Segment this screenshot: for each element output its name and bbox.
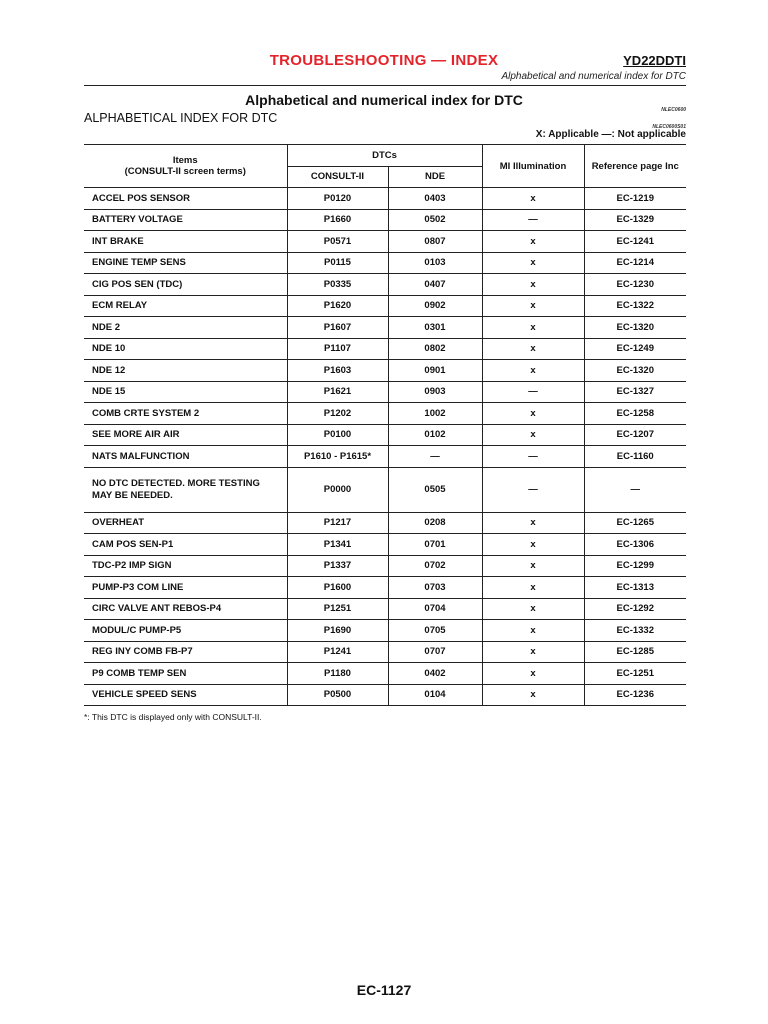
consult-cell: P1607 [287,317,388,339]
item-cell: NDE 10 [84,338,287,360]
nde-cell: 0902 [388,295,482,317]
consult-cell: P1660 [287,209,388,231]
nde-cell: — [388,446,482,468]
table-row [84,555,686,577]
item-cell: ENGINE TEMP SENS [84,252,287,274]
consult-cell: P0115 [287,252,388,274]
reference-cell: EC-1207 [584,424,686,446]
nde-cell: 0701 [388,534,482,556]
item-cell: NDE 2 [84,317,287,339]
nde-cell: 0807 [388,231,482,253]
item-cell: BATTERY VOLTAGE [84,209,287,231]
table-row [84,446,686,468]
nde-cell: 0707 [388,641,482,663]
table-row [84,295,686,317]
consult-cell: P1107 [287,338,388,360]
table-row [84,188,686,210]
reference-cell: — [584,467,686,512]
consult-cell: P1251 [287,598,388,620]
consult-cell: P0335 [287,274,388,296]
mi-cell: x [482,598,584,620]
nde-cell: 1002 [388,403,482,425]
header-mi-illumination: MI Illumination [482,145,584,188]
reference-cell: EC-1258 [584,403,686,425]
mi-cell: x [482,684,584,706]
consult-cell: P1690 [287,620,388,642]
item-cell: PUMP-P3 COM LINE [84,577,287,599]
nde-cell: 0208 [388,512,482,534]
reference-cell: EC-1306 [584,534,686,556]
table-row [84,641,686,663]
nde-cell: 0403 [388,188,482,210]
mi-cell: x [482,338,584,360]
reference-cell: EC-1320 [584,317,686,339]
table-row [84,317,686,339]
nde-cell: 0502 [388,209,482,231]
consult-cell: P1241 [287,641,388,663]
item-cell: ECM RELAY [84,295,287,317]
table-row [84,338,686,360]
header-reference-page: Reference page Inc [584,145,686,188]
nde-cell: 0704 [388,598,482,620]
reference-cell: EC-1299 [584,555,686,577]
mi-cell: x [482,295,584,317]
consult-cell: P0120 [287,188,388,210]
item-cell: CIRC VALVE ANT REBOS-P4 [84,598,287,620]
consult-cell: P0500 [287,684,388,706]
item-cell: REG INY COMB FB-P7 [84,641,287,663]
reference-code: NLEC0600 [661,107,686,113]
table-row [84,403,686,425]
consult-cell: P1337 [287,555,388,577]
nde-cell: 0802 [388,338,482,360]
mi-cell: x [482,274,584,296]
item-cell: NDE 15 [84,381,287,403]
mi-cell: x [482,317,584,339]
nde-cell: 0104 [388,684,482,706]
item-cell: P9 COMB TEMP SEN [84,663,287,685]
header-items [84,145,287,188]
sub-reference-code: NLEC0600S01 [652,124,686,130]
mi-cell: x [482,620,584,642]
consult-cell: P0000 [287,467,388,512]
table-row [84,534,686,556]
mi-cell: x [482,641,584,663]
reference-cell: EC-1332 [584,620,686,642]
item-cell: SEE MORE AIR AIR [84,424,287,446]
nde-cell: 0407 [388,274,482,296]
reference-cell: EC-1230 [584,274,686,296]
table-row [84,360,686,382]
item-cell: CAM POS SEN-P1 [84,534,287,556]
table-row [84,598,686,620]
consult-cell: P1600 [287,577,388,599]
nde-cell: 0505 [388,467,482,512]
mi-cell: — [482,467,584,512]
item-cell-line: NO DTC DETECTED. MORE TESTING [92,477,260,489]
table-row [84,620,686,642]
nde-cell: 0901 [388,360,482,382]
consult-cell: P1610 - P1615* [287,446,388,468]
table-row [84,467,686,512]
mi-cell: x [482,512,584,534]
nde-cell: 0103 [388,252,482,274]
consult-cell: P0571 [287,231,388,253]
section-header: TROUBLESHOOTING — INDEX [269,52,499,69]
consult-cell: P1620 [287,295,388,317]
item-cell: COMB CRTE SYSTEM 2 [84,403,287,425]
item-cell: CIG POS SEN (TDC) [84,274,287,296]
header-items-label: Items [172,155,198,166]
reference-cell: EC-1322 [584,295,686,317]
reference-cell: EC-1241 [584,231,686,253]
nde-cell: 0705 [388,620,482,642]
nde-cell: 0301 [388,317,482,339]
item-cell: ACCEL POS SENSOR [84,188,287,210]
consult-cell: P1217 [287,512,388,534]
reference-cell: EC-1214 [584,252,686,274]
mi-cell: x [482,663,584,685]
item-cell: NDE 12 [84,360,287,382]
consult-cell: P1180 [287,663,388,685]
header-items-sublabel: (CONSULT-II screen terms) [124,166,246,177]
mi-cell: x [482,534,584,556]
table-row [84,663,686,685]
reference-cell: EC-1329 [584,209,686,231]
header-divider [84,85,686,86]
nde-cell: 0102 [388,424,482,446]
header-nde: NDE [388,166,482,188]
reference-cell: EC-1313 [584,577,686,599]
reference-cell: EC-1285 [584,641,686,663]
dtc-index-table [84,144,686,706]
table-row [84,577,686,599]
item-cell-line: MAY BE NEEDED. [92,489,173,501]
reference-cell: EC-1251 [584,663,686,685]
item-cell: TDC-P2 IMP SIGN [84,555,287,577]
item-cell: OVERHEAT [84,512,287,534]
table-row [84,252,686,274]
table-row [84,512,686,534]
section-title: ALPHABETICAL INDEX FOR DTC [84,111,278,125]
table-row [84,381,686,403]
footnote: *: This DTC is displayed only with CONSULT-II. [84,712,262,722]
item-cell: NATS MALFUNCTION [84,446,287,468]
consult-cell: P1202 [287,403,388,425]
header-consult: CONSULT-II [287,166,388,188]
engine-code: YD22DDTI [623,53,686,68]
reference-cell: EC-1320 [584,360,686,382]
mi-cell: x [482,360,584,382]
mi-cell: x [482,555,584,577]
mi-cell: x [482,252,584,274]
table-row [84,274,686,296]
consult-cell: P1621 [287,381,388,403]
mi-cell: — [482,209,584,231]
consult-cell: P1341 [287,534,388,556]
nde-cell: 0703 [388,577,482,599]
page-title: Alphabetical and numerical index for DTC [245,92,523,108]
reference-cell: EC-1292 [584,598,686,620]
consult-cell: P0100 [287,424,388,446]
item-cell: VEHICLE SPEED SENS [84,684,287,706]
nde-cell: 0402 [388,663,482,685]
item-cell: INT BRAKE [84,231,287,253]
mi-cell: x [482,188,584,210]
nde-cell: 0903 [388,381,482,403]
mi-cell: x [482,424,584,446]
nde-cell: 0702 [388,555,482,577]
mi-cell: x [482,403,584,425]
consult-cell: P1603 [287,360,388,382]
mi-cell: — [482,381,584,403]
page-number: EC-1127 [356,982,412,998]
legend: X: Applicable —: Not applicable [535,129,686,140]
table-row [84,424,686,446]
mi-cell: x [482,231,584,253]
reference-cell: EC-1236 [584,684,686,706]
header-dtcs: DTCs [287,145,482,167]
reference-cell: EC-1265 [584,512,686,534]
table-row [84,684,686,706]
reference-cell: EC-1327 [584,381,686,403]
item-cell: MODUL/C PUMP-P5 [84,620,287,642]
table-row [84,209,686,231]
reference-cell: EC-1160 [584,446,686,468]
mi-cell: — [482,446,584,468]
mi-cell: x [482,577,584,599]
item-cell [84,467,287,512]
header-subtitle: Alphabetical and numerical index for DTC [501,71,686,82]
table-row [84,231,686,253]
reference-cell: EC-1249 [584,338,686,360]
reference-cell: EC-1219 [584,188,686,210]
